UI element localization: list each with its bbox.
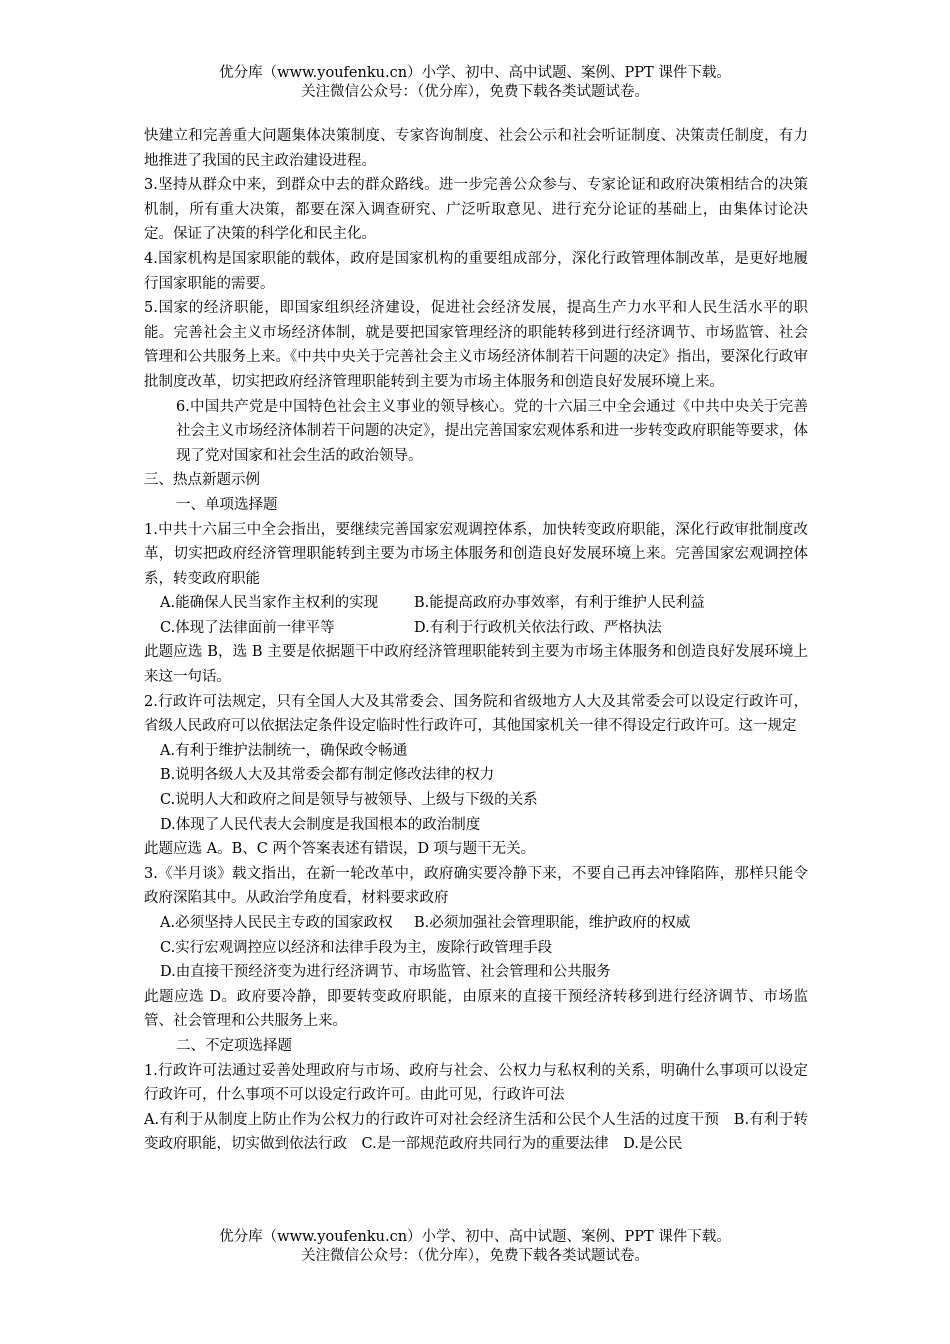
question-4: 1.行政许可法通过妥善处理政府与市场、政府与社会、公权力与私权利的关系，明确什么事项可以设定行政许可，什么事项不可以设定行政许可。由此可见，行政许可法 [144, 1062, 808, 1104]
question-2-answer: 此题应选 A。B、C 两个答案表述有错误，D 项与题干无关。 [144, 841, 536, 858]
section-heading: 三、热点新题示例 [144, 472, 260, 489]
option-c: C.体现了法律面前一律平等 [160, 619, 335, 636]
question-3-answer: 此题应选 D。政府要冷静，即要转变政府职能，由原来的直接干预经济转移到进行经济调节、市场监管、社会管理和公共服务上来。 [144, 988, 808, 1030]
option-c: C.说明人大和政府之间是领导与被领导、上级与下级的关系 [160, 792, 538, 809]
option-a: A.能确保人民当家作主权利的实现 [160, 595, 379, 612]
subsection-single-choice: 一、单项选择题 [176, 496, 278, 513]
option-c: C.实行宏观调控应以经济和法律手段为主，废除行政管理手段 [160, 939, 553, 956]
paragraph-continuation: 快建立和完善重大问题集体决策制度、专家咨询制度、社会公示和社会听证制度、决策责任制度，有力地推进了我国的民主政治建设进程。 [144, 128, 808, 169]
question-1: 1.中共十六届三中全会指出，要继续完善国家宏观调控体系，加快转变政府职能，深化行政审批制度改革，切实把政府经济管理职能转到主要为市场主体服务和创造良好发展环境上来。完善国家宏观调控体系，转变政府职能 [144, 521, 808, 587]
document-body [144, 124, 808, 1157]
page-header [0, 64, 950, 102]
option-a: A.有利于维护法制统一，确保政令畅通 [160, 742, 408, 759]
question-2: 2.行政许可法规定，只有全国人大及其常委会、国务院和省级地方人大及其常委会可以设定行政许可，省级人民政府可以依据法定条件设定临时性行政许可，其他国家机关一律不得设定行政许可。这一规定 [144, 693, 808, 735]
page-footer [0, 1228, 950, 1266]
option-d: D.体现了人民代表大会制度是我国根本的政治制度 [160, 816, 481, 833]
question-1-answer: 此题应选 B，选 B 主要是依据题干中政府经济管理职能转到主要为市场主体服务和创造良好发展环境上来这一句话。 [144, 644, 808, 686]
option-d: D.由直接干预经济变为进行经济调节、市场监管、社会管理和公共服务 [160, 964, 611, 981]
option-b: B.说明各级人大及其常委会都有制定修改法律的权力 [160, 767, 495, 784]
paragraph-6: 6.中国共产党是中国特色社会主义事业的领导核心。党的十六届三中全会通过《中共中央关于完善社会主义市场经济体制若干问题的决定》，提出完善国家宏观体系和进一步转变政府职能等要求，体现了党对国家和社会生活的政治领导。 [176, 398, 808, 464]
option-d: D.有利于行政机关依法行政、严格执法 [414, 619, 662, 636]
paragraph-3: 3.坚持从群众中来，到群众中去的群众路线。进一步完善公众参与、专家论证和政府决策相结合的决策机制，所有重大决策，都要在深入调查研究、广泛听取意见、进行充分论证的基础上，由集体讨论决定。保证了决策的科学化和民主化。 [144, 177, 808, 243]
header-line-2: 关注微信公众号：（优分库），免费下载各类试题试卷。 [301, 84, 649, 100]
option-b: B.能提高政府办事效率，有利于维护人民利益 [414, 595, 705, 612]
question-1-options-row-1 [144, 591, 808, 616]
question-1-options-row-2 [144, 616, 808, 641]
option-b: B.必须加强社会管理职能，维护政府的权威 [414, 915, 691, 931]
footer-line-1: 优分库（www.youfenku.cn）小学、初中、高中试题、案例、PPT 课件下载。 [219, 1229, 731, 1245]
header-line-1: 优分库（www.youfenku.cn）小学、初中、高中试题、案例、PPT 课件下载。 [219, 65, 731, 81]
paragraph-4: 4.国家机构是国家职能的载体，政府是国家机构的重要组成部分，深化行政管理体制改革，是更好地履行国家职能的需要。 [144, 250, 808, 292]
option-a: A.必须坚持人民民主专政的国家政权 [160, 915, 393, 931]
question-3-options-row-1 [144, 911, 808, 936]
question-4-options: A.有利于从制度上防止作为公权力的行政许可对社会经济生活和公民个人生活的过度干预 B.有利于转变政府职能，切实做到依法行政 C.是一部规范政府共同行为的重要法律 D.是公民 [144, 1111, 808, 1153]
subsection-multiple-choice: 二、不定项选择题 [176, 1037, 292, 1054]
footer-line-2: 关注微信公众号：（优分库），免费下载各类试题试卷。 [301, 1248, 649, 1264]
question-3: 3.《半月谈》载文指出，在新一轮改革中，政府确实要冷静下来，不要自己再去冲锋陷阵，那样只能令政府深陷其中。从政治学角度看，材料要求政府 [144, 865, 808, 907]
paragraph-5: 5.国家的经济职能，即国家组织经济建设，促进社会经济发展，提高生产力水平和人民生活水平的职能。完善社会主义市场经济体制，就是要把国家管理经济的职能转移到进行经济调节、市场监管、社会管理和公共服务上来。《中共中央关于完善社会主义市场经济体制若干问题的决定》指出，要深化行政审批制度改革，切实把政府经济管理职能转到主要为市场主体服务和创造良好发展环境上来。 [144, 300, 808, 390]
